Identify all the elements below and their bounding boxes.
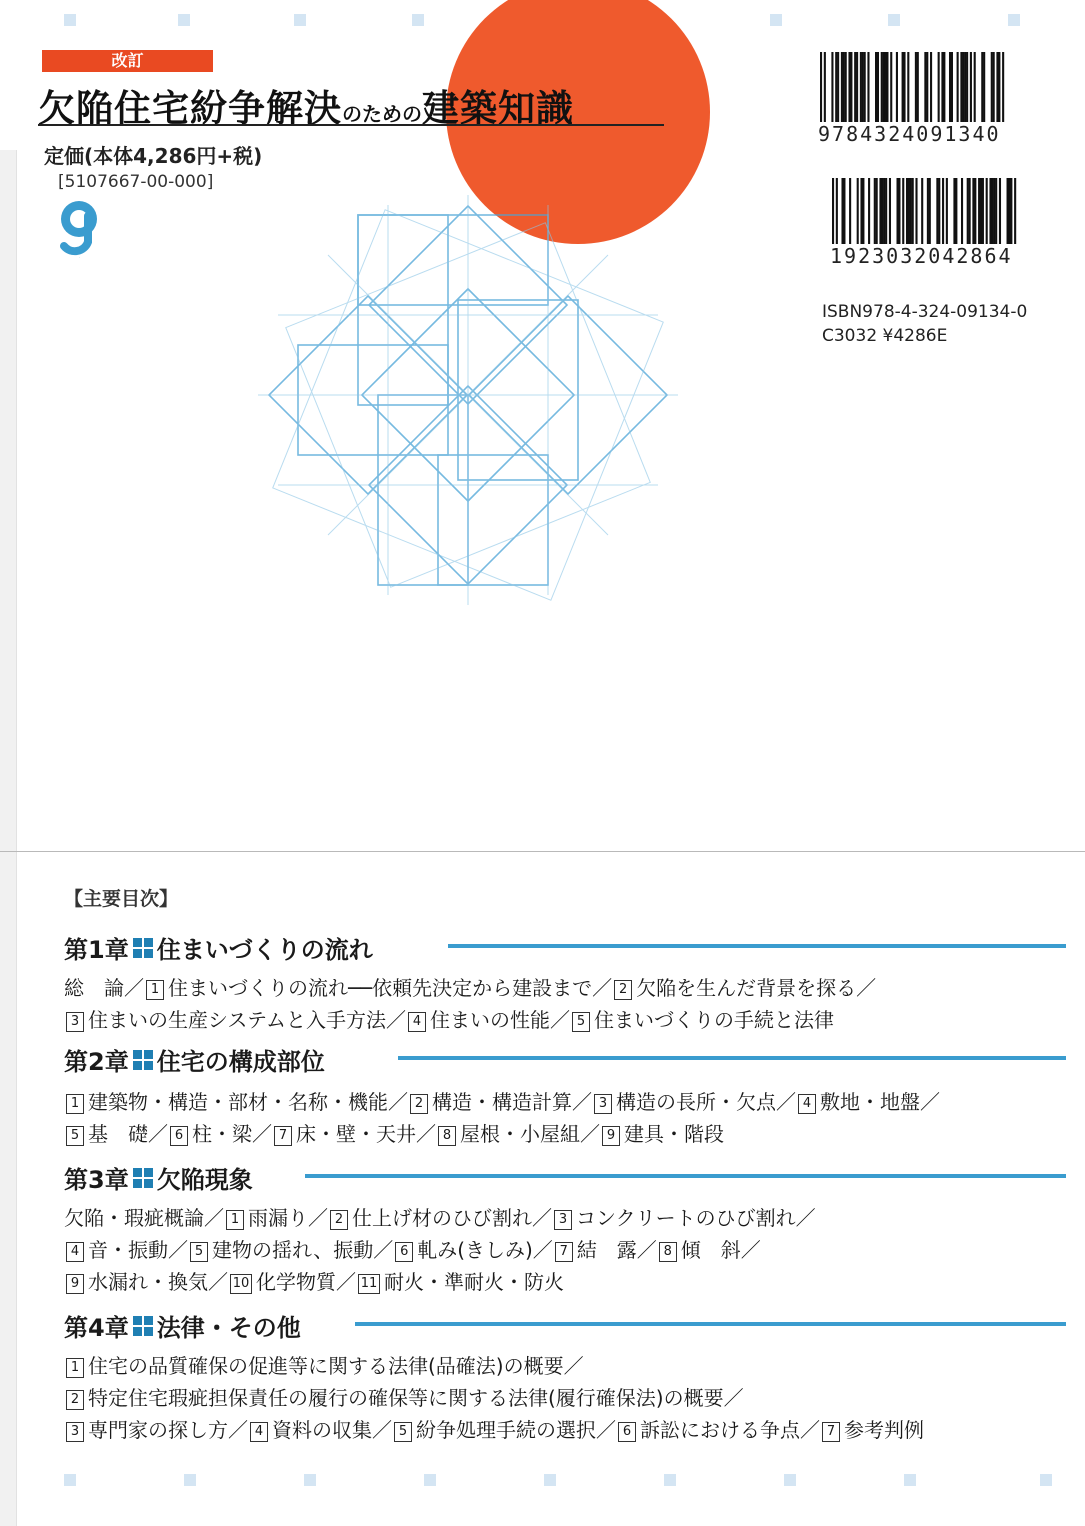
- barcode-bar: [967, 178, 969, 244]
- section-number-box: 2: [66, 1390, 84, 1410]
- barcode-bar: [974, 52, 976, 122]
- barcode-bar: [938, 178, 940, 244]
- barcode-bar: [982, 178, 984, 244]
- barcode-bar: [915, 52, 917, 122]
- barcode-bar: [924, 52, 926, 122]
- barcode-bar: [966, 52, 968, 122]
- barcode-bar: [896, 178, 898, 244]
- barcode-bar: [961, 178, 963, 244]
- fold-line: [0, 851, 1085, 852]
- title-connector: のための: [342, 102, 422, 126]
- isbn-number: ISBN978-4-324-09134-0: [822, 302, 1028, 322]
- section-number-box: 9: [66, 1274, 84, 1294]
- barcode-bar: [991, 178, 993, 244]
- isbn-block: [822, 300, 1027, 348]
- barcode-bar: [978, 178, 980, 244]
- section-number-box: 9: [602, 1126, 620, 1146]
- diagram-shape: [458, 300, 578, 480]
- barcode-bar: [843, 178, 845, 244]
- deco-square: [294, 14, 306, 26]
- barcode-bar: [969, 178, 971, 244]
- grid-bullet-icon: [133, 1050, 153, 1070]
- toc-line: [64, 1382, 744, 1411]
- barcode-bar: [957, 52, 959, 122]
- section-number-box: 6: [170, 1126, 188, 1146]
- barcode-bar: [857, 178, 859, 244]
- section-title: 床・壁・天井／: [296, 1122, 436, 1146]
- barcode-bar: [881, 52, 883, 122]
- price-label: 定価(本体4,286円+税): [44, 144, 263, 168]
- section-title: 軋み(きしみ)／: [417, 1238, 553, 1262]
- section-number-box: 5: [572, 1012, 590, 1032]
- toc-line: [64, 972, 876, 1001]
- section-title: 住まいの生産システムと入手方法／: [88, 1008, 406, 1032]
- barcode-bar: [1014, 178, 1016, 244]
- barcode-bar: [993, 178, 995, 244]
- section-number-box: 6: [618, 1422, 636, 1442]
- barcode-bar: [938, 52, 940, 122]
- barcode-bar: [849, 178, 851, 244]
- toc-line: [64, 1004, 834, 1033]
- deco-square: [544, 1474, 556, 1486]
- section-number-box: 8: [438, 1126, 456, 1146]
- section-number-box: 6: [395, 1242, 413, 1262]
- barcode-bar: [955, 178, 957, 244]
- revised-badge: 改訂: [42, 50, 213, 72]
- barcode-bar: [927, 178, 929, 244]
- barcode-bar: [881, 178, 883, 244]
- section-title: 構造・構造計算／: [432, 1090, 592, 1114]
- deco-square: [412, 14, 424, 26]
- barcode-1: [818, 52, 1006, 122]
- barcode-bar: [860, 52, 862, 122]
- section-title: 構造の長所・欠点／: [616, 1090, 796, 1114]
- section-title: 結 露／: [576, 1238, 657, 1262]
- section-title: 資料の収集／: [272, 1418, 392, 1442]
- barcode-bar: [946, 178, 948, 244]
- toc-line: [64, 1118, 724, 1147]
- barcode-bar: [903, 52, 905, 122]
- barcode-bar: [998, 52, 1000, 122]
- chapter-rule: [448, 944, 1066, 948]
- barcode-bar: [908, 178, 910, 244]
- title-underline: [38, 124, 664, 126]
- barcode-bar: [964, 52, 966, 122]
- barcode-bar: [841, 178, 843, 244]
- barcode-bar: [845, 52, 847, 122]
- section-number-box: 4: [66, 1242, 84, 1262]
- barcode-bar: [867, 52, 869, 122]
- toc-line: [64, 1202, 816, 1231]
- barcode-1-number: 9784324091340: [818, 122, 1001, 146]
- chapter-label: 第3章: [64, 1166, 129, 1194]
- book-spine-edge: [0, 150, 17, 1526]
- section-title: 敷地・地盤／: [820, 1090, 940, 1114]
- deco-square: [784, 1474, 796, 1486]
- barcode-bar: [986, 178, 988, 244]
- chapter-label: 第2章: [64, 1048, 129, 1076]
- barcode-bar: [862, 52, 864, 122]
- section-number-box: 4: [408, 1012, 426, 1032]
- section-title: 住まいの性能／: [430, 1008, 570, 1032]
- chapter-heading: [64, 1308, 301, 1343]
- barcode-bar: [980, 178, 982, 244]
- section-title: 欠陥・瑕疵概論／: [64, 1206, 224, 1230]
- section-number-box: 8: [659, 1242, 677, 1262]
- deco-square: [64, 14, 76, 26]
- section-title: 傾 斜／: [680, 1238, 761, 1262]
- geometric-diagram: [258, 195, 678, 615]
- barcode-bar: [949, 52, 951, 122]
- barcode-bar: [929, 178, 931, 244]
- section-title: 建具・階段: [624, 1122, 724, 1146]
- barcode-bar: [835, 52, 837, 122]
- barcode-bar: [917, 52, 919, 122]
- chapter-title: 住宅の構成部位: [156, 1048, 325, 1076]
- deco-square: [184, 1474, 196, 1486]
- deco-square: [770, 14, 782, 26]
- section-title: 屋根・小屋組／: [460, 1122, 600, 1146]
- section-title: 訴訟における争点／: [640, 1418, 820, 1442]
- barcode-bar: [875, 52, 877, 122]
- section-number-box: 1: [66, 1358, 84, 1378]
- section-number-box: 3: [594, 1094, 612, 1114]
- section-title: 化学物質／: [256, 1270, 356, 1294]
- deco-square: [1008, 14, 1020, 26]
- barcode-bar: [942, 178, 944, 244]
- section-number-box: 5: [66, 1126, 84, 1146]
- section-number-box: 1: [226, 1210, 244, 1230]
- barcode-bar: [921, 178, 923, 244]
- barcode-bar: [879, 178, 881, 244]
- title-main: 欠陥住宅紛争解決: [38, 87, 342, 130]
- barcode-bar: [906, 178, 908, 244]
- barcode-bar: [877, 52, 879, 122]
- section-number-box: 7: [822, 1422, 840, 1442]
- section-title: 雨漏り／: [248, 1206, 328, 1230]
- publisher-logo-icon: [58, 198, 100, 260]
- deco-square: [64, 1474, 76, 1486]
- barcode-bar: [970, 52, 972, 122]
- barcode-bar: [886, 52, 888, 122]
- barcode-bar: [850, 52, 852, 122]
- toc-line: [64, 1266, 564, 1295]
- barcode-bar: [991, 52, 993, 122]
- section-title: 専門家の探し方／: [88, 1418, 248, 1442]
- section-number-box: 2: [410, 1094, 428, 1114]
- deco-square: [304, 1474, 316, 1486]
- toc-heading: 【主要目次】: [64, 888, 179, 910]
- barcode-2: [830, 178, 1018, 244]
- barcode-bar: [953, 178, 955, 244]
- barcode-bar: [896, 52, 898, 122]
- section-title: 基 礎／: [88, 1122, 168, 1146]
- section-title: 音・振動／: [88, 1238, 188, 1262]
- barcode-bar: [884, 52, 886, 122]
- section-number-box: 5: [190, 1242, 208, 1262]
- chapter-rule: [305, 1174, 1066, 1178]
- barcode-bar: [832, 178, 834, 244]
- chapter-title: 法律・その他: [156, 1314, 301, 1342]
- barcode-bar: [841, 52, 843, 122]
- barcode-bar: [974, 178, 976, 244]
- barcode-bar: [910, 178, 912, 244]
- barcode-bar: [876, 178, 878, 244]
- barcode-bar: [983, 52, 985, 122]
- barcode-bar: [941, 52, 943, 122]
- chapter-title: 欠陥現象: [156, 1166, 253, 1194]
- section-title: 住まいづくりの流れ──依頼先決定から建設まで／: [168, 976, 613, 1000]
- chapter-rule: [355, 1322, 1066, 1326]
- chapter-heading: [64, 1042, 325, 1077]
- toc-line: [64, 1086, 940, 1115]
- section-title: 柱・梁／: [192, 1122, 272, 1146]
- deco-square: [178, 14, 190, 26]
- section-number-box: 3: [554, 1210, 572, 1230]
- barcode-bar: [996, 52, 998, 122]
- toc-line: [64, 1234, 761, 1263]
- chapter-label: 第1章: [64, 936, 129, 964]
- section-number-box: 3: [66, 1012, 84, 1032]
- section-number-box: 1: [66, 1094, 84, 1114]
- product-code: [5107667-00-000]: [58, 172, 214, 192]
- section-number-box: 7: [274, 1126, 292, 1146]
- barcode-bar: [981, 52, 983, 122]
- section-number-box: 2: [330, 1210, 348, 1230]
- barcode-bar: [874, 178, 876, 244]
- grid-bullet-icon: [133, 1316, 153, 1336]
- barcode-bar: [1008, 178, 1010, 244]
- section-title: 欠陥を生んだ背景を探る／: [636, 976, 877, 1000]
- barcode-2-number: 1923032042864: [830, 244, 1013, 268]
- toc-line: [64, 1414, 924, 1443]
- barcode-bar: [862, 178, 864, 244]
- barcode-bar: [907, 52, 909, 122]
- toc-line: [64, 1350, 584, 1379]
- barcode-bar: [1002, 52, 1004, 122]
- section-number-box: 1: [146, 980, 164, 1000]
- chapter-title: 住まいづくりの流れ: [156, 936, 373, 964]
- barcode-bar: [889, 178, 891, 244]
- grid-bullet-icon: [133, 1168, 153, 1188]
- barcode-bar: [915, 178, 917, 244]
- barcode-bar: [868, 178, 870, 244]
- barcode-bar: [883, 178, 885, 244]
- deco-square: [664, 1474, 676, 1486]
- chapter-heading: [64, 1160, 253, 1195]
- barcode-bar: [930, 52, 932, 122]
- section-title: コンクリートのひび割れ／: [576, 1206, 816, 1230]
- barcode-bar: [993, 52, 995, 122]
- barcode-bar: [864, 52, 866, 122]
- barcode-bar: [995, 178, 997, 244]
- section-title: 建築物・構造・部材・名称・機能／: [88, 1090, 408, 1114]
- barcode-bar: [926, 52, 928, 122]
- section-title: 紛争処理手続の選択／: [416, 1418, 616, 1442]
- section-number-box: 4: [798, 1094, 816, 1114]
- barcode-bar: [848, 52, 850, 122]
- barcode-bar: [902, 178, 904, 244]
- barcode-bar: [854, 52, 856, 122]
- chapter-label: 第4章: [64, 1314, 129, 1342]
- barcode-bar: [989, 178, 991, 244]
- barcode-bar: [837, 52, 839, 122]
- barcode-bar: [898, 178, 900, 244]
- section-title: 建物の揺れ、振動／: [212, 1238, 394, 1262]
- title-sub: 建築知識: [422, 87, 574, 130]
- section-title: 住まいづくりの手続と法律: [594, 1008, 834, 1032]
- section-number-box: 2: [614, 980, 632, 1000]
- barcode-bar: [902, 52, 904, 122]
- barcode-bar: [972, 178, 974, 244]
- barcode-bar: [843, 52, 845, 122]
- barcode-bar: [936, 178, 938, 244]
- deco-square: [1040, 1474, 1052, 1486]
- section-title: 特定住宅瑕疵担保責任の履行の確保等に関する法律(履行確保法)の概要／: [88, 1386, 744, 1410]
- section-number-box: 5: [394, 1422, 412, 1442]
- section-title: 参考判例: [844, 1418, 924, 1442]
- barcode-bar: [890, 52, 892, 122]
- section-number-box: 11: [358, 1274, 380, 1294]
- barcode-bar: [1007, 178, 1009, 244]
- barcode-bar: [943, 52, 945, 122]
- barcode-bar: [960, 52, 962, 122]
- section-number-box: 10: [230, 1274, 252, 1294]
- section-number-box: 7: [555, 1242, 573, 1262]
- chapter-heading: [64, 930, 373, 965]
- barcode-bar: [883, 52, 885, 122]
- barcode-bar: [856, 52, 858, 122]
- section-title: 住宅の品質確保の促進等に関する法律(品確法)の概要／: [88, 1354, 584, 1378]
- barcode-bar: [820, 52, 822, 122]
- barcode-bar: [999, 178, 1001, 244]
- deco-square: [424, 1474, 436, 1486]
- section-number-box: 3: [66, 1422, 84, 1442]
- barcode-bar: [836, 178, 838, 244]
- c-code: C3032 ¥4286E: [822, 326, 948, 346]
- barcode-bar: [912, 178, 914, 244]
- chapter-rule: [398, 1056, 1066, 1060]
- section-number-box: 4: [250, 1422, 268, 1442]
- barcode-bar: [824, 52, 826, 122]
- section-title: 水漏れ・換気／: [88, 1270, 228, 1294]
- deco-square: [904, 1474, 916, 1486]
- deco-square: [888, 14, 900, 26]
- barcode-bar: [860, 178, 862, 244]
- grid-bullet-icon: [133, 938, 153, 958]
- section-title: 耐火・準耐火・防火: [384, 1270, 564, 1294]
- barcode-bar: [962, 52, 964, 122]
- barcode-bar: [831, 52, 833, 122]
- section-title: 総 論／: [64, 976, 144, 1000]
- section-title: 仕上げ材のひび割れ／: [352, 1206, 552, 1230]
- barcode-bar: [1010, 178, 1012, 244]
- barcode-bar: [885, 178, 887, 244]
- svg-text:g: g: [79, 258, 80, 259]
- barcode-bar: [951, 52, 953, 122]
